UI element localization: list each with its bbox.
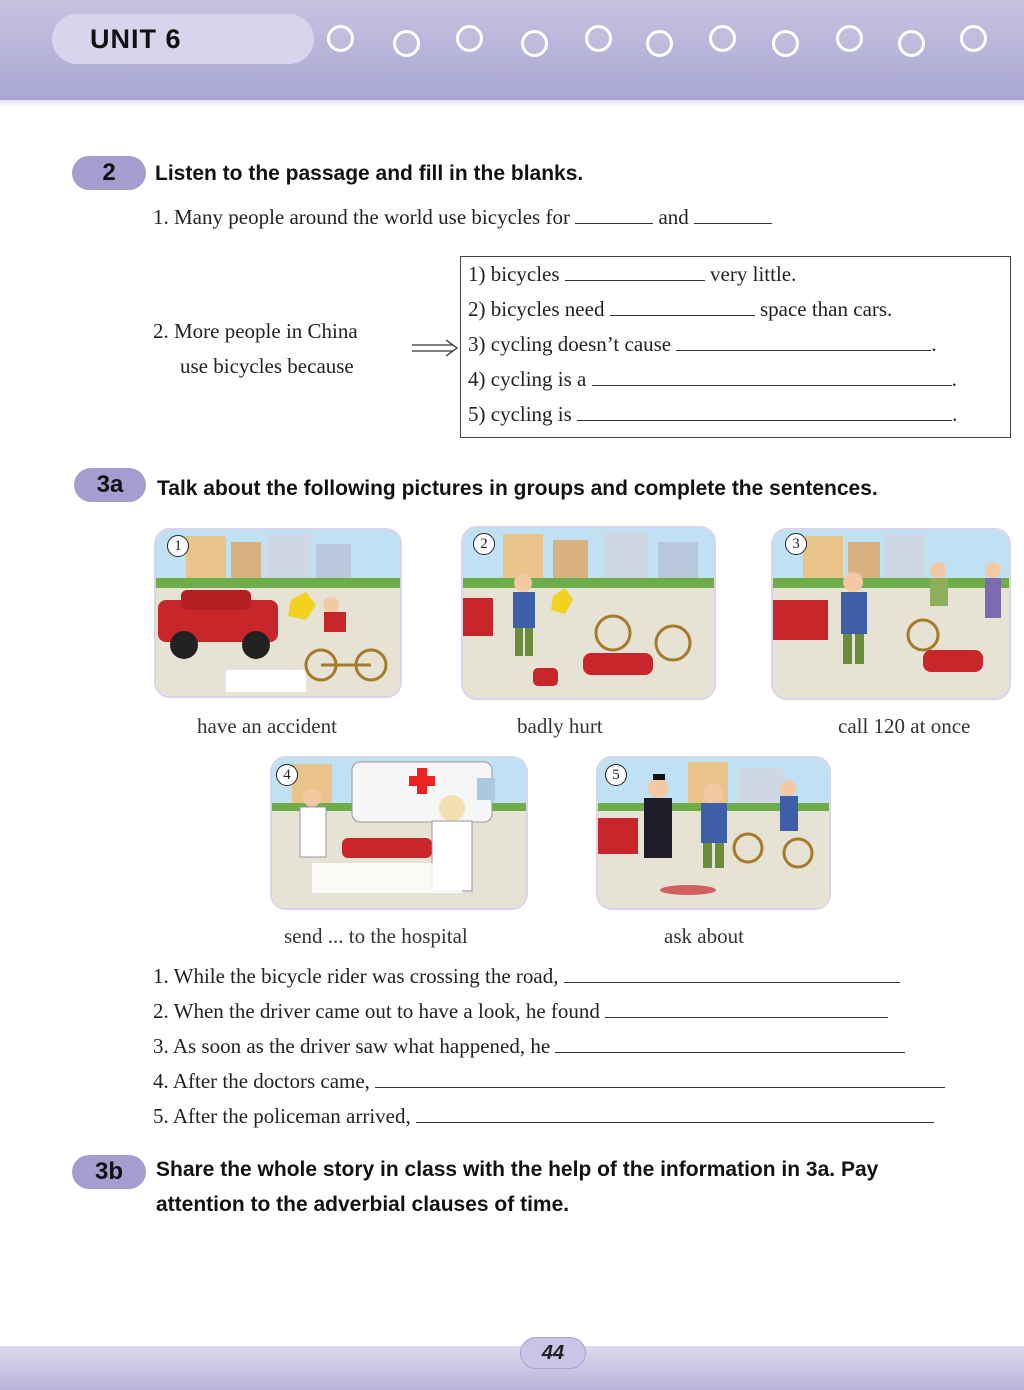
accident-illustration xyxy=(156,530,400,696)
answer-blank[interactable] xyxy=(610,297,755,316)
policeman-illustration xyxy=(598,758,829,908)
answer-blank[interactable] xyxy=(694,205,772,224)
answer-blank[interactable] xyxy=(555,1034,905,1053)
sentence-5 xyxy=(153,1104,934,1129)
answer-blank[interactable] xyxy=(577,402,952,421)
reason-1-pre: 1) bicycles xyxy=(468,262,560,286)
reason-5-post: . xyxy=(952,402,958,426)
picture-1-caption: have an accident xyxy=(197,714,337,738)
section-3a-badge: 3a xyxy=(74,468,146,502)
s2-question-1 xyxy=(153,205,772,230)
section-2-instruction: Listen to the passage and fill in the blanks. xyxy=(155,162,584,185)
answer-blank[interactable] xyxy=(592,367,952,386)
answer-blank[interactable] xyxy=(676,332,931,351)
reason-4-post: . xyxy=(951,367,957,391)
sentence-3 xyxy=(153,1034,905,1059)
section-2-badge: 2 xyxy=(72,156,146,190)
sentence-3-text: 3. As soon as the driver saw what happened, he xyxy=(153,1034,551,1058)
decor-ring-icon xyxy=(836,25,863,52)
answer-blank[interactable] xyxy=(375,1069,945,1088)
decor-ring-icon xyxy=(709,25,736,52)
decor-ring-icon xyxy=(393,30,420,57)
driver-calling-illustration xyxy=(773,530,1009,698)
answer-blank[interactable] xyxy=(416,1104,934,1123)
picture-3-caption: call 120 at once xyxy=(838,714,971,738)
picture-4-number: 4 xyxy=(276,764,298,786)
double-arrow-icon xyxy=(410,337,460,359)
sentence-4 xyxy=(153,1069,945,1094)
reason-item-1 xyxy=(468,262,796,287)
picture-1-number: 1 xyxy=(167,535,189,557)
answer-blank[interactable] xyxy=(564,964,900,983)
picture-5-caption: ask about xyxy=(664,924,744,948)
answer-blank[interactable] xyxy=(575,205,653,224)
footer-band xyxy=(0,1346,1024,1390)
answer-blank[interactable] xyxy=(605,999,888,1018)
section-3b-badge: 3b xyxy=(72,1155,146,1189)
decor-ring-icon xyxy=(646,30,673,57)
picture-5 xyxy=(596,756,831,910)
picture-1 xyxy=(154,528,402,698)
reason-2-post: space than cars. xyxy=(759,297,893,321)
decor-ring-icon xyxy=(772,30,799,57)
sentence-2 xyxy=(153,999,888,1024)
picture-4 xyxy=(270,756,528,910)
decor-ring-icon xyxy=(585,25,612,52)
decor-ring-icon xyxy=(960,25,987,52)
sentence-2-text: 2. When the driver came out to have a look, he found xyxy=(153,999,600,1023)
decor-ring-icon xyxy=(898,30,925,57)
reason-item-2 xyxy=(468,297,892,322)
s2-q1-text: 1. Many people around the world use bicycles for xyxy=(153,205,570,229)
picture-4-caption: send ... to the hospital xyxy=(284,924,468,948)
injured-rider-illustration xyxy=(463,528,714,698)
section-3b-line2: attention to the adverbial clauses of time. xyxy=(156,1193,570,1216)
answer-blank[interactable] xyxy=(565,262,705,281)
sentence-5-text: 5. After the policeman arrived, xyxy=(153,1104,411,1128)
reason-3-pre: 3) cycling doesn’t cause xyxy=(468,332,672,356)
picture-2-number: 2 xyxy=(473,533,495,555)
ambulance-illustration xyxy=(272,758,526,908)
reason-1-post: very little. xyxy=(710,262,797,286)
reason-3-post: . xyxy=(931,332,937,356)
reason-4-pre: 4) cycling is a xyxy=(468,367,587,391)
page-number: 44 xyxy=(520,1337,586,1369)
s2-q2-line1: 2. More people in China xyxy=(153,319,358,343)
s2-q2-line2: use bicycles because xyxy=(180,354,354,378)
picture-3 xyxy=(771,528,1011,700)
sentence-1-text: 1. While the bicycle rider was crossing the road, xyxy=(153,964,559,988)
reason-2-pre: 2) bicycles need xyxy=(468,297,605,321)
header-shadow xyxy=(0,100,1024,108)
section-3a-instruction: Talk about the following pictures in groups and complete the sentences. xyxy=(157,477,878,500)
sentence-4-text: 4. After the doctors came, xyxy=(153,1069,370,1093)
s2-q1-and: and xyxy=(658,205,689,229)
decor-ring-icon xyxy=(327,25,354,52)
section-3b-line1: Share the whole story in class with the help of the information in 3a. Pay xyxy=(156,1158,879,1181)
reason-item-3 xyxy=(468,332,937,357)
picture-3-number: 3 xyxy=(785,533,807,555)
unit-title: UNIT 6 xyxy=(90,24,182,54)
decor-ring-icon xyxy=(456,25,483,52)
picture-2 xyxy=(461,526,716,700)
decor-ring-icon xyxy=(521,30,548,57)
picture-2-caption: badly hurt xyxy=(517,714,603,738)
reason-item-5 xyxy=(468,402,957,427)
reason-5-pre: 5) cycling is xyxy=(468,402,572,426)
sentence-1 xyxy=(153,964,900,989)
picture-5-number: 5 xyxy=(605,764,627,786)
reason-item-4 xyxy=(468,367,957,392)
